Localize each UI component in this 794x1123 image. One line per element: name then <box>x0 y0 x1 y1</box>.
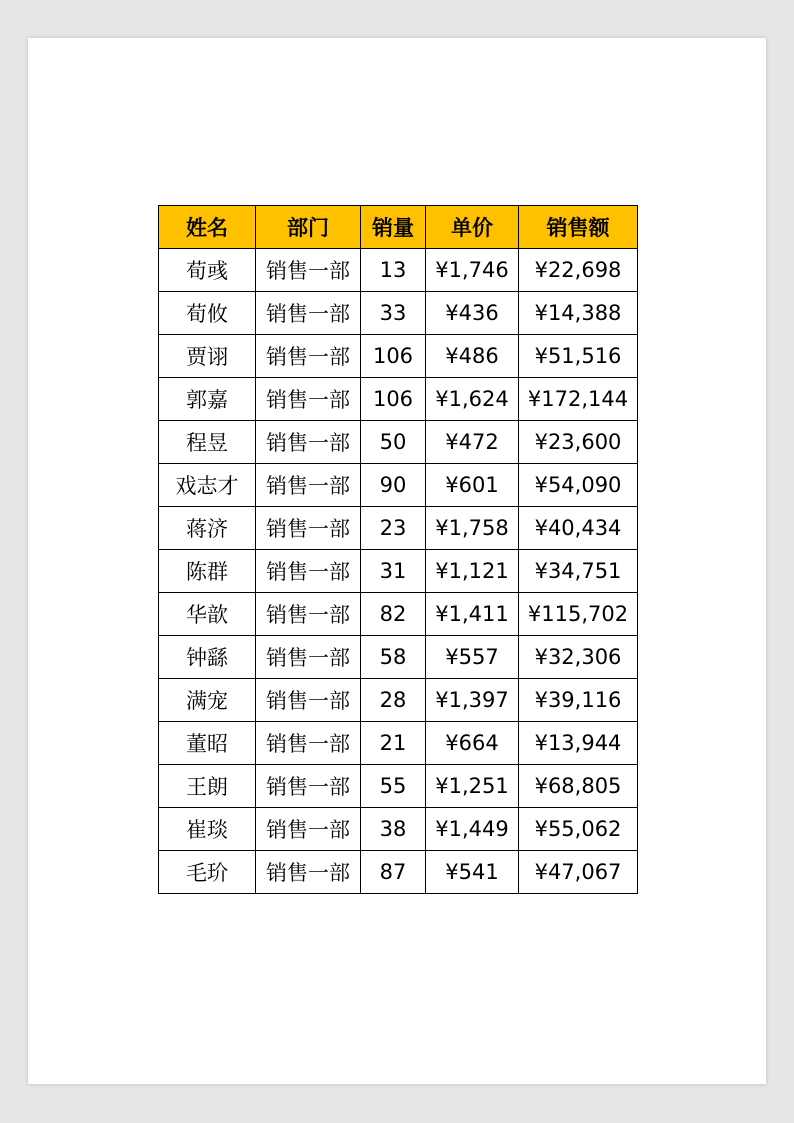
cell-unit-price: ¥472 <box>426 421 519 464</box>
cell-sales-amount: ¥23,600 <box>519 421 638 464</box>
table-row <box>159 335 638 378</box>
cell-quantity: 28 <box>361 679 426 722</box>
table-row <box>159 550 638 593</box>
cell-unit-price: ¥1,251 <box>426 765 519 808</box>
cell-department: 销售一部 <box>256 636 361 679</box>
cell-quantity: 50 <box>361 421 426 464</box>
cell-department: 销售一部 <box>256 335 361 378</box>
cell-name: 蒋济 <box>159 507 256 550</box>
cell-department: 销售一部 <box>256 249 361 292</box>
table-row <box>159 249 638 292</box>
cell-unit-price: ¥1,746 <box>426 249 519 292</box>
column-header-department: 部门 <box>256 206 361 249</box>
cell-unit-price: ¥1,397 <box>426 679 519 722</box>
cell-department: 销售一部 <box>256 421 361 464</box>
column-header-name: 姓名 <box>159 206 256 249</box>
cell-department: 销售一部 <box>256 808 361 851</box>
cell-name: 华歆 <box>159 593 256 636</box>
table-row <box>159 765 638 808</box>
table-row <box>159 679 638 722</box>
cell-unit-price: ¥601 <box>426 464 519 507</box>
cell-quantity: 90 <box>361 464 426 507</box>
cell-department: 销售一部 <box>256 765 361 808</box>
table-row <box>159 464 638 507</box>
cell-name: 程昱 <box>159 421 256 464</box>
cell-unit-price: ¥664 <box>426 722 519 765</box>
cell-quantity: 23 <box>361 507 426 550</box>
cell-quantity: 21 <box>361 722 426 765</box>
table-row <box>159 593 638 636</box>
cell-department: 销售一部 <box>256 292 361 335</box>
table-row <box>159 507 638 550</box>
cell-sales-amount: ¥34,751 <box>519 550 638 593</box>
cell-quantity: 31 <box>361 550 426 593</box>
cell-department: 销售一部 <box>256 378 361 421</box>
cell-department: 销售一部 <box>256 851 361 894</box>
cell-quantity: 38 <box>361 808 426 851</box>
table-body <box>159 249 638 894</box>
cell-name: 荀彧 <box>159 249 256 292</box>
cell-sales-amount: ¥51,516 <box>519 335 638 378</box>
cell-name: 戏志才 <box>159 464 256 507</box>
table-row <box>159 636 638 679</box>
column-header-quantity: 销量 <box>361 206 426 249</box>
cell-name: 陈群 <box>159 550 256 593</box>
cell-quantity: 58 <box>361 636 426 679</box>
cell-sales-amount: ¥14,388 <box>519 292 638 335</box>
cell-department: 销售一部 <box>256 550 361 593</box>
cell-sales-amount: ¥47,067 <box>519 851 638 894</box>
cell-name: 贾诩 <box>159 335 256 378</box>
cell-unit-price: ¥1,758 <box>426 507 519 550</box>
table-row <box>159 851 638 894</box>
cell-department: 销售一部 <box>256 464 361 507</box>
cell-name: 满宠 <box>159 679 256 722</box>
cell-name: 王朗 <box>159 765 256 808</box>
cell-sales-amount: ¥32,306 <box>519 636 638 679</box>
cell-unit-price: ¥541 <box>426 851 519 894</box>
cell-quantity: 33 <box>361 292 426 335</box>
cell-department: 销售一部 <box>256 722 361 765</box>
cell-quantity: 13 <box>361 249 426 292</box>
cell-sales-amount: ¥68,805 <box>519 765 638 808</box>
table-row <box>159 421 638 464</box>
cell-quantity: 82 <box>361 593 426 636</box>
cell-quantity: 87 <box>361 851 426 894</box>
cell-quantity: 106 <box>361 378 426 421</box>
cell-name: 崔琰 <box>159 808 256 851</box>
cell-unit-price: ¥557 <box>426 636 519 679</box>
cell-department: 销售一部 <box>256 507 361 550</box>
cell-unit-price: ¥486 <box>426 335 519 378</box>
table-row <box>159 292 638 335</box>
column-header-unit-price: 单价 <box>426 206 519 249</box>
cell-name: 毛玠 <box>159 851 256 894</box>
cell-unit-price: ¥1,624 <box>426 378 519 421</box>
cell-unit-price: ¥436 <box>426 292 519 335</box>
cell-department: 销售一部 <box>256 593 361 636</box>
cell-name: 荀攸 <box>159 292 256 335</box>
cell-department: 销售一部 <box>256 679 361 722</box>
table-row <box>159 808 638 851</box>
cell-quantity: 55 <box>361 765 426 808</box>
cell-quantity: 106 <box>361 335 426 378</box>
document-page <box>28 38 766 1084</box>
cell-sales-amount: ¥13,944 <box>519 722 638 765</box>
cell-name: 郭嘉 <box>159 378 256 421</box>
cell-name: 钟繇 <box>159 636 256 679</box>
table-row <box>159 378 638 421</box>
cell-sales-amount: ¥55,062 <box>519 808 638 851</box>
table-header-row <box>159 206 638 249</box>
cell-sales-amount: ¥172,144 <box>519 378 638 421</box>
cell-sales-amount: ¥39,116 <box>519 679 638 722</box>
table-row <box>159 722 638 765</box>
sales-table <box>158 205 638 894</box>
cell-name: 董昭 <box>159 722 256 765</box>
cell-sales-amount: ¥22,698 <box>519 249 638 292</box>
cell-unit-price: ¥1,449 <box>426 808 519 851</box>
cell-sales-amount: ¥40,434 <box>519 507 638 550</box>
cell-unit-price: ¥1,411 <box>426 593 519 636</box>
column-header-sales-amount: 销售额 <box>519 206 638 249</box>
cell-sales-amount: ¥115,702 <box>519 593 638 636</box>
cell-unit-price: ¥1,121 <box>426 550 519 593</box>
cell-sales-amount: ¥54,090 <box>519 464 638 507</box>
